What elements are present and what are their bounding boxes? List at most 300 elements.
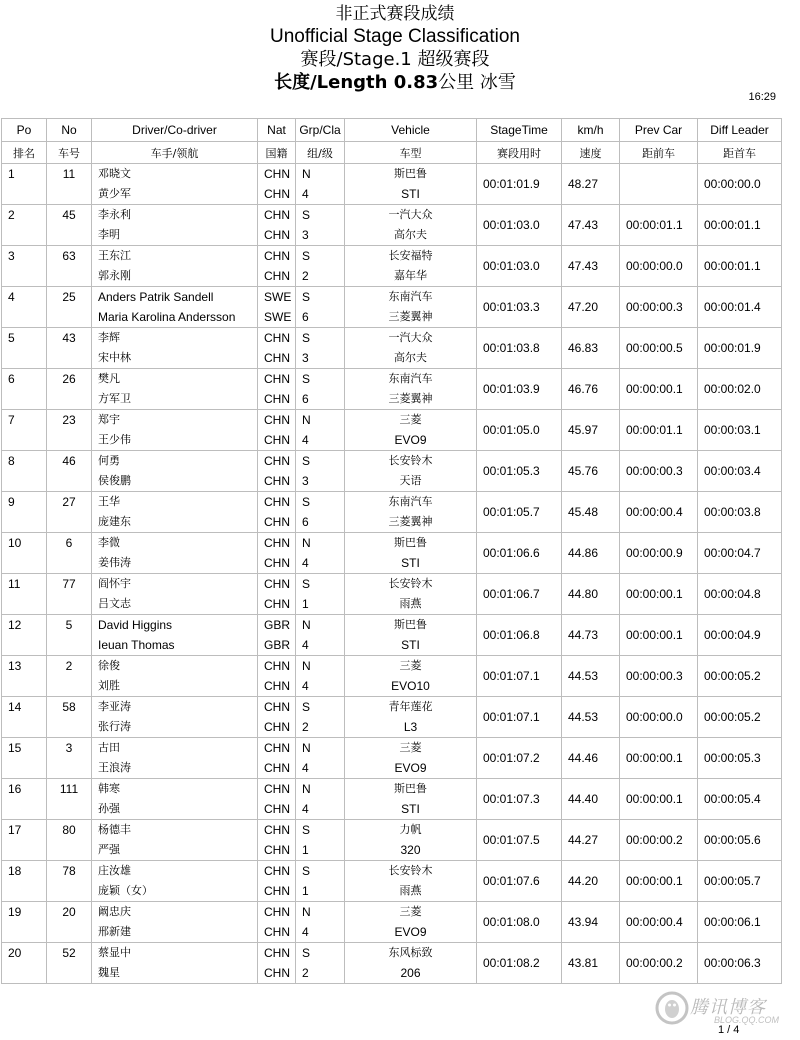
driver-nat: CHN [264,167,290,181]
driver-name: 李亚涛 [98,700,131,713]
cell-vehicle [345,779,477,820]
cell-crew [92,369,258,410]
stage-time: 00:01:08.2 [483,956,540,970]
speed: 44.53 [568,710,599,724]
cell-speed [562,205,620,246]
codriver-nat: CHN [264,679,290,693]
stage-time: 00:01:03.0 [483,218,540,232]
vehicle-make: 一汽大众 [388,331,433,344]
prev-car: 00:00:00.1 [626,792,683,806]
position: 18 [8,864,22,878]
class: 1 [302,884,309,898]
cell-grp [296,205,345,246]
cell-time [477,164,562,205]
cell-number [47,410,92,451]
vehicle-make: 长安铃木 [388,577,433,590]
diff-leader: 00:00:05.2 [704,710,761,724]
diff-leader: 00:00:04.7 [704,546,761,560]
group: S [302,290,311,304]
vehicle-model: EVO9 [394,925,427,939]
cell-nat [258,205,296,246]
class: 4 [302,679,309,693]
cell-crew [92,779,258,820]
cell-diff [698,820,782,861]
cell-time [477,738,562,779]
cell-nat [258,369,296,410]
cell-vehicle [345,574,477,615]
cell-nat [258,246,296,287]
driver-name: 徐俊 [98,659,120,672]
cell-grp [296,410,345,451]
class: 1 [302,597,309,611]
cell-speed [562,902,620,943]
position: 11 [8,577,21,591]
cell-speed [562,738,620,779]
cell-number [47,328,92,369]
group: N [302,618,311,632]
speed: 44.20 [568,874,599,888]
position: 12 [8,618,22,632]
column-header-cn-9: 距首车 [698,142,782,164]
codriver-nat: CHN [264,351,290,365]
cell-grp [296,574,345,615]
codriver-name: 庞颖（女） [98,884,153,897]
cell-time [477,533,562,574]
cell-prev [620,861,698,902]
speed: 45.97 [568,423,599,437]
cell-position [2,820,47,861]
cell-vehicle [345,902,477,943]
position: 5 [8,331,15,345]
table-row [2,246,782,287]
vehicle-make: 三菱 [399,659,422,672]
group: N [302,536,311,550]
diff-leader: 00:00:03.1 [704,423,761,437]
diff-leader: 00:00:05.2 [704,669,761,683]
driver-nat: CHN [264,905,290,919]
cell-grp [296,451,345,492]
cell-speed [562,492,620,533]
cell-speed [562,820,620,861]
speed: 46.76 [568,382,599,396]
cell-position [2,738,47,779]
cell-crew [92,902,258,943]
cell-prev [620,164,698,205]
cell-nat [258,738,296,779]
cell-position [2,451,47,492]
codriver-name: 严强 [98,843,120,856]
codriver-name: 侯俊鹏 [98,474,131,487]
vehicle-model: 天语 [399,474,422,487]
cell-time [477,246,562,287]
cell-time [477,779,562,820]
diff-leader: 00:00:02.0 [704,382,761,396]
diff-leader: 00:00:04.8 [704,587,761,601]
cell-nat [258,779,296,820]
cell-position [2,615,47,656]
vehicle-make: 东风标致 [388,946,433,959]
cell-time [477,451,562,492]
vehicle-model: EVO9 [394,433,427,447]
cell-diff [698,779,782,820]
class: 6 [302,392,309,406]
length-line [0,71,790,94]
prev-car: 00:00:00.3 [626,300,683,314]
column-header-cn-3: 国籍 [258,142,296,164]
column-header-cn-4: 组/级 [296,142,345,164]
car-number: 2 [65,659,73,673]
cell-nat [258,328,296,369]
column-header-8: Prev Car [620,119,698,142]
column-header-6: StageTime [477,119,562,142]
cell-crew [92,328,258,369]
cell-prev [620,328,698,369]
table-row [2,902,782,943]
class: 2 [302,269,309,283]
cell-crew [92,492,258,533]
diff-leader: 00:00:04.9 [704,628,761,642]
cell-number [47,820,92,861]
position: 13 [8,659,22,673]
codriver-nat: CHN [264,474,290,488]
codriver-name: 王少伟 [98,433,131,446]
cell-time [477,861,562,902]
car-number: 43 [62,331,76,345]
cell-diff [698,164,782,205]
cell-prev [620,533,698,574]
results-table [1,118,782,984]
cell-crew [92,861,258,902]
vehicle-model: 嘉年华 [394,269,427,282]
cell-grp [296,328,345,369]
cell-diff [698,943,782,984]
cell-nat [258,615,296,656]
position: 15 [8,741,22,755]
cell-nat [258,164,296,205]
driver-name: 阎怀宇 [98,577,131,590]
cell-grp [296,369,345,410]
prev-car: 00:00:00.0 [626,259,683,273]
vehicle-make: 三菱 [399,741,422,754]
cell-number [47,164,92,205]
column-header-3: Nat [258,119,296,142]
stage-time: 00:01:06.8 [483,628,540,642]
vehicle-model: 三菱翼神 [388,310,433,323]
cell-speed [562,943,620,984]
codriver-name: 黄少军 [98,187,131,200]
prev-car: 00:00:01.1 [626,423,683,437]
cell-prev [620,492,698,533]
codriver-nat: CHN [264,761,290,775]
cell-crew [92,738,258,779]
driver-name: 李永利 [98,208,131,221]
print-time: 16:29 [748,91,776,103]
group: S [302,208,311,222]
codriver-nat: SWE [264,310,292,324]
stage-time: 00:01:05.7 [483,505,540,519]
cell-vehicle [345,738,477,779]
cell-diff [698,697,782,738]
column-header-cn-5: 车型 [345,142,477,164]
cell-diff [698,533,782,574]
column-header-5: Vehicle [345,119,477,142]
diff-leader: 00:00:01.1 [704,218,761,232]
class: 4 [302,761,309,775]
vehicle-model: 三菱翼神 [388,392,433,405]
class: 4 [302,187,309,201]
driver-name: 庄汝雄 [98,864,131,877]
vehicle-model: 三菱翼神 [388,515,433,528]
cell-nat [258,820,296,861]
driver-name: 王华 [98,495,120,508]
group: S [302,577,311,591]
group: N [302,413,311,427]
driver-nat: CHN [264,536,290,550]
driver-nat: CHN [264,659,290,673]
vehicle-make: 青年莲花 [388,700,433,713]
cell-grp [296,902,345,943]
class: 2 [302,966,309,980]
cell-number [47,656,92,697]
cell-prev [620,410,698,451]
group: S [302,249,311,263]
car-number: 46 [62,454,76,468]
cell-speed [562,574,620,615]
speed: 44.27 [568,833,599,847]
driver-name: 杨德丰 [98,823,131,836]
header-row-en [2,119,782,142]
cell-time [477,820,562,861]
codriver-name: 魏星 [98,966,120,979]
vehicle-make: 东南汽车 [388,372,433,385]
driver-nat: CHN [264,495,290,509]
cell-position [2,656,47,697]
car-number: 111 [59,782,79,796]
driver-nat: SWE [264,290,292,304]
codriver-name: 张行涛 [98,720,131,733]
cell-nat [258,902,296,943]
group: N [302,741,311,755]
speed: 43.81 [568,956,599,970]
group: S [302,946,311,960]
class: 3 [302,228,309,242]
cell-nat [258,533,296,574]
vehicle-make: 三菱 [399,413,422,426]
stage-time: 00:01:08.0 [483,915,540,929]
cell-number [47,451,92,492]
cell-prev [620,656,698,697]
page-number: 1 / 4 [718,1024,740,1036]
cell-nat [258,410,296,451]
prev-car: 00:00:00.1 [626,751,683,765]
codriver-nat: CHN [264,884,290,898]
column-header-0: Po [2,119,47,142]
vehicle-make: 东南汽车 [388,290,433,303]
cell-crew [92,574,258,615]
cell-speed [562,533,620,574]
class: 3 [302,351,309,365]
codriver-name: 姜伟涛 [98,556,131,569]
cell-position [2,164,47,205]
class: 2 [302,720,309,734]
vehicle-model: EVO10 [391,679,430,693]
cell-vehicle [345,410,477,451]
cell-speed [562,246,620,287]
cell-grp [296,943,345,984]
cell-speed [562,451,620,492]
driver-nat: CHN [264,782,290,796]
column-header-7: km/h [562,119,620,142]
diff-leader: 00:00:03.4 [704,464,761,478]
position: 2 [8,208,15,222]
codriver-name: 吕文志 [98,597,131,610]
position: 8 [8,454,15,468]
vehicle-model: STI [401,556,420,570]
speed: 47.20 [568,300,599,314]
stage-time: 00:01:07.1 [483,710,540,724]
cell-grp [296,615,345,656]
position: 3 [8,249,15,263]
stage-time: 00:01:01.9 [483,177,540,191]
cell-prev [620,738,698,779]
stage-time: 00:01:06.6 [483,546,540,560]
cell-grp [296,287,345,328]
cell-diff [698,451,782,492]
codriver-nat: CHN [264,720,290,734]
cell-position [2,205,47,246]
car-number: 63 [62,249,76,263]
vehicle-model: 雨燕 [399,597,422,610]
codriver-nat: CHN [264,433,290,447]
vehicle-make: 长安铃木 [388,864,433,877]
position: 20 [8,946,22,960]
cell-diff [698,738,782,779]
cell-time [477,328,562,369]
class: 6 [302,310,309,324]
cell-nat [258,492,296,533]
class: 1 [302,843,309,857]
cell-speed [562,410,620,451]
stage-time: 00:01:05.0 [483,423,540,437]
position: 10 [8,536,22,550]
codriver-nat: CHN [264,392,290,406]
prev-car: 00:00:00.5 [626,341,683,355]
codriver-nat: CHN [264,597,290,611]
codriver-nat: CHN [264,269,290,283]
vehicle-make: 长安铃木 [388,454,433,467]
car-number: 6 [65,536,73,550]
cell-crew [92,943,258,984]
cell-nat [258,451,296,492]
cell-crew [92,410,258,451]
prev-car: 00:00:00.9 [626,546,683,560]
cell-vehicle [345,328,477,369]
cell-diff [698,287,782,328]
cell-grp [296,246,345,287]
speed: 48.27 [568,177,599,191]
length-unit: 公里 冰雪 [438,72,516,93]
codriver-name: Ieuan Thomas [98,638,175,652]
driver-name: 古田 [98,741,120,754]
cell-diff [698,492,782,533]
vehicle-make: 斯巴鲁 [394,167,427,180]
cell-nat [258,574,296,615]
speed: 44.80 [568,587,599,601]
stage-line: 赛段/Stage.1 超级赛段 [300,49,490,70]
group: N [302,659,311,673]
vehicle-make: 一汽大众 [388,208,433,221]
table-row [2,861,782,902]
vehicle-make: 三菱 [399,905,422,918]
cell-number [47,902,92,943]
table-row [2,697,782,738]
cell-number [47,738,92,779]
driver-name: 李微 [98,536,120,549]
stage-time: 00:01:07.3 [483,792,540,806]
cell-vehicle [345,615,477,656]
cell-nat [258,943,296,984]
cell-position [2,902,47,943]
cell-grp [296,861,345,902]
vehicle-model: STI [401,802,420,816]
stage-time: 00:01:07.2 [483,751,540,765]
cell-crew [92,164,258,205]
cell-vehicle [345,697,477,738]
column-header-1: No [47,119,92,142]
stage-time: 00:01:03.9 [483,382,540,396]
cell-number [47,861,92,902]
stage-time: 00:01:07.6 [483,874,540,888]
cell-speed [562,328,620,369]
column-header-4: Grp/Cla [296,119,345,142]
table-row [2,451,782,492]
diff-leader: 00:00:01.9 [704,341,761,355]
table-row [2,533,782,574]
speed: 44.40 [568,792,599,806]
cell-position [2,574,47,615]
speed: 43.94 [568,915,599,929]
stage-time: 00:01:03.8 [483,341,540,355]
driver-nat: CHN [264,741,290,755]
stage-time: 00:01:03.3 [483,300,540,314]
table-row [2,369,782,410]
cell-diff [698,574,782,615]
cell-number [47,492,92,533]
cell-number [47,943,92,984]
cell-crew [92,615,258,656]
speed: 45.76 [568,464,599,478]
cell-crew [92,205,258,246]
cell-vehicle [345,246,477,287]
cell-vehicle [345,369,477,410]
cell-speed [562,861,620,902]
cell-time [477,574,562,615]
prev-car: 00:00:00.1 [626,874,683,888]
cell-time [477,492,562,533]
cell-grp [296,533,345,574]
vehicle-model: EVO9 [394,761,427,775]
cell-number [47,779,92,820]
cell-grp [296,820,345,861]
driver-nat: CHN [264,331,290,345]
diff-leader: 00:00:06.3 [704,956,761,970]
cell-diff [698,369,782,410]
cell-number [47,615,92,656]
driver-name: 郑宇 [98,413,120,426]
cell-vehicle [345,943,477,984]
speed: 44.86 [568,546,599,560]
table-row [2,779,782,820]
